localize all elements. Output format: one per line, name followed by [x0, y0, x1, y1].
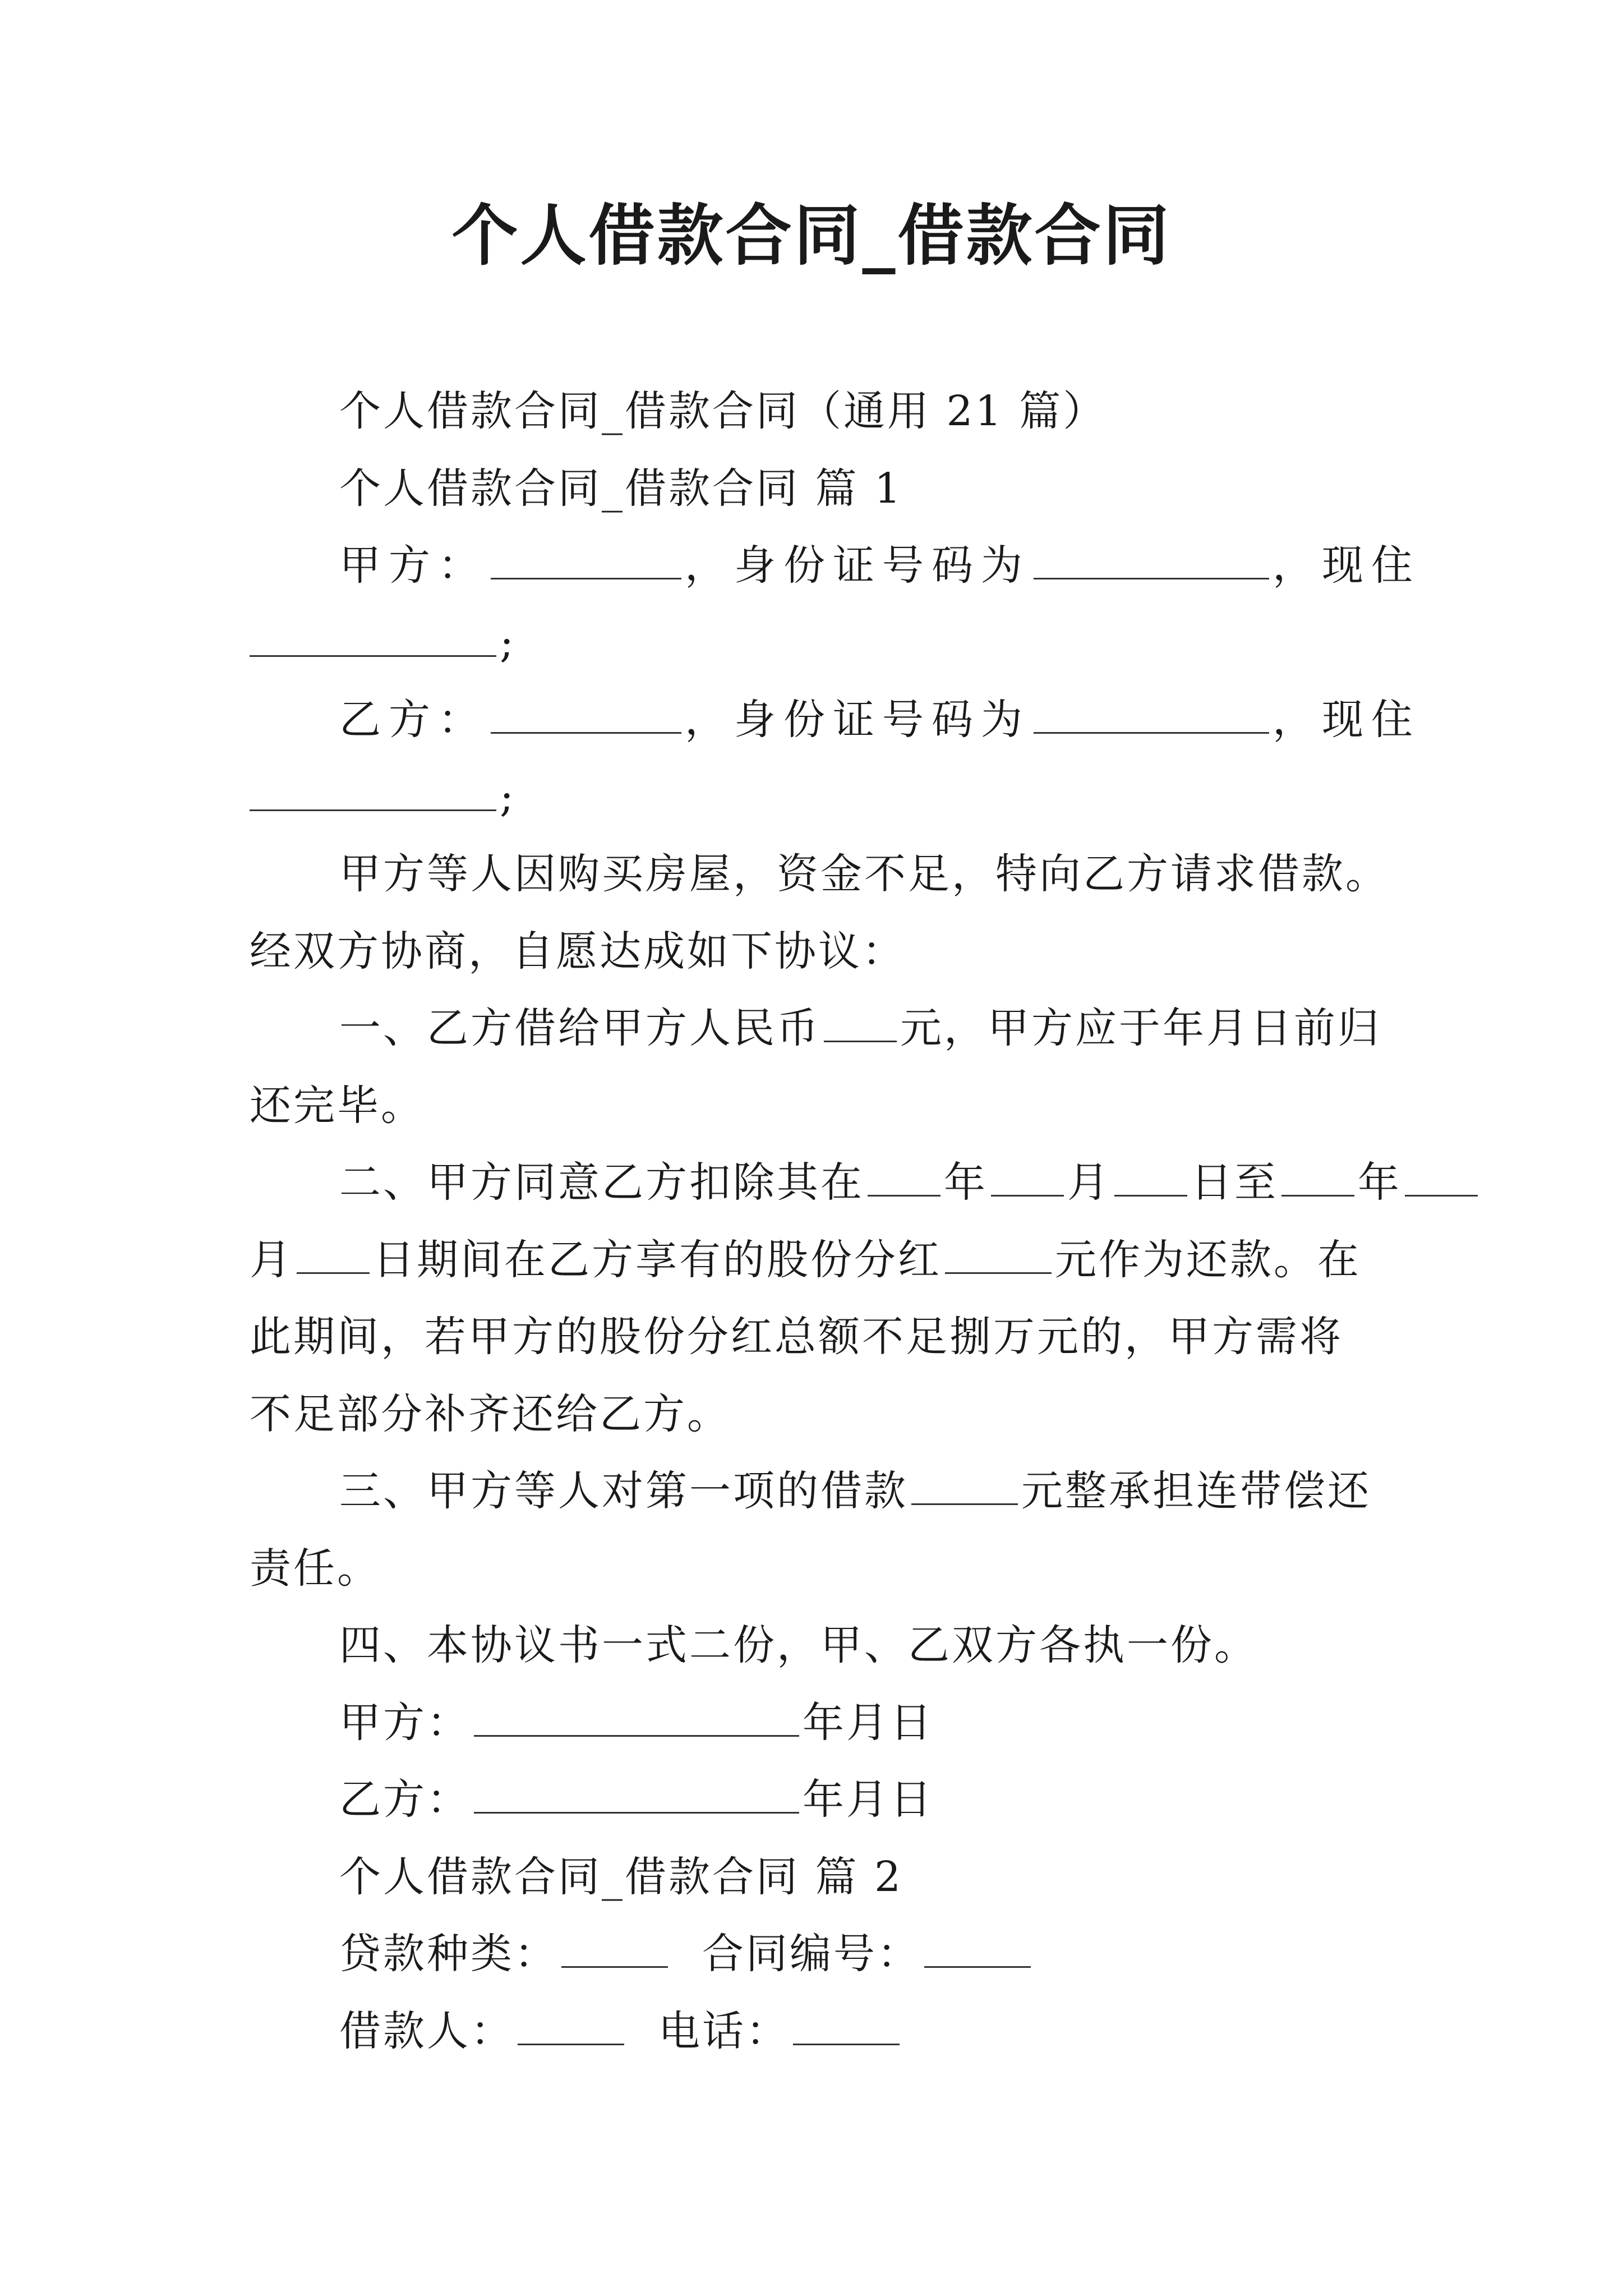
- clause-text: 月: [250, 1235, 293, 1284]
- clause-4-line: 四、本协议书一式二份，甲、乙双方各执一份。: [339, 1621, 1258, 1669]
- clause-2-line: [250, 1144, 1401, 1222]
- borrower-label: 借款人：: [339, 2007, 514, 2055]
- blank-signature-b: [474, 1777, 799, 1814]
- clause-text: 二、甲方同意乙方扣除其在: [339, 1158, 864, 1207]
- blank-signature-a: [474, 1700, 799, 1737]
- party-a-line-end: ;: [500, 618, 516, 667]
- document-body: [250, 373, 1421, 2070]
- blank-party-a-id: [1034, 543, 1269, 579]
- loan-info-line: [250, 1916, 1388, 1993]
- clause-text: 元作为还款。在: [1055, 1235, 1361, 1284]
- section-heading-1: 个人借款合同_借款合同 篇 1: [339, 464, 903, 513]
- blank-amount: [824, 1006, 897, 1042]
- signature-label: 乙方：: [339, 1775, 471, 1824]
- clause-3-line: 责任。: [250, 1544, 381, 1593]
- loan-type-label: 贷款种类：: [339, 1930, 558, 1978]
- clause-text: 日期间在乙方享有的股份分红: [373, 1235, 942, 1284]
- intro-line: 个人借款合同_借款合同（通用 21 篇）: [339, 387, 1107, 435]
- party-a-address-line: [250, 605, 1388, 682]
- clause-text: 年: [1358, 1158, 1401, 1207]
- clause-text: 元，甲方应于年月日前归: [900, 1004, 1381, 1052]
- clause-3-line: [250, 1453, 1388, 1530]
- contract-number-label: 合同编号：: [702, 1930, 921, 1978]
- clause-text: 三、甲方等人对第一项的借款: [339, 1467, 908, 1515]
- party-b-line-end: ;: [500, 772, 516, 821]
- blank-dividend-amount: [945, 1237, 1052, 1274]
- signature-label: 甲方：: [339, 1698, 471, 1747]
- blank-year: [868, 1160, 940, 1197]
- borrower-info-line: [250, 1993, 1388, 2070]
- clause-text: 元整承担连带偿还: [1021, 1467, 1371, 1515]
- paragraph-line: 经双方协商，自愿达成如下协议：: [250, 927, 906, 976]
- blank-year: [1281, 1160, 1354, 1197]
- blank-party-b-id: [1034, 697, 1269, 734]
- party-a-label: 甲方：: [339, 541, 487, 590]
- signature-party-a: [250, 1685, 1388, 1762]
- blank-loan-amount: [911, 1469, 1018, 1505]
- clause-text: 年: [944, 1158, 988, 1207]
- clause-text: 月: [1067, 1158, 1111, 1207]
- blank-day: [1114, 1160, 1187, 1197]
- clause-2-line: [250, 1222, 1388, 1299]
- blank-day: [297, 1237, 370, 1274]
- blank-party-a-name: [491, 543, 681, 579]
- signature-date: 年月日: [803, 1698, 934, 1747]
- clause-1-line: 还完毕。: [250, 1081, 425, 1130]
- party-b-label: 乙方：: [339, 696, 487, 744]
- party-a-address-label: ，现住: [1272, 541, 1421, 590]
- phone-label: 电话：: [658, 2007, 790, 2055]
- clause-text: 一、乙方借给甲方人民币: [339, 1004, 820, 1052]
- clause-1-line: [250, 990, 1388, 1068]
- signature-party-b: [250, 1761, 1388, 1839]
- party-b-address-line: [250, 759, 1388, 836]
- blank-phone: [793, 2009, 900, 2045]
- blank-party-a-address: [250, 620, 496, 657]
- party-a-line: [250, 527, 1421, 605]
- party-b-line: [250, 682, 1421, 759]
- party-b-id-label: ，身份证号码为: [685, 696, 1030, 744]
- party-a-id-label: ，身份证号码为: [685, 541, 1030, 590]
- section-heading-2: 个人借款合同_借款合同 篇 2: [339, 1852, 903, 1901]
- paragraph-line: 甲方等人因购买房屋，资金不足，特向乙方请求借款。: [339, 850, 1389, 898]
- party-b-address-label: ，现住: [1272, 696, 1421, 744]
- signature-date: 年月日: [803, 1775, 934, 1824]
- blank-party-b-name: [491, 697, 681, 734]
- clause-2-line: 此期间，若甲方的股份分红总额不足捌万元的，甲方需将: [250, 1313, 1343, 1361]
- blank-borrower: [518, 2009, 624, 2045]
- blank-month: [1405, 1160, 1478, 1197]
- blank-party-b-address: [250, 775, 496, 811]
- document-title: 个人借款合同_借款合同: [451, 197, 1172, 274]
- clause-2-line: 不足部分补齐还给乙方。: [250, 1389, 731, 1438]
- blank-loan-type: [561, 1931, 668, 1968]
- blank-month: [991, 1160, 1064, 1197]
- clause-text: 日至: [1191, 1158, 1278, 1207]
- blank-contract-number: [924, 1931, 1031, 1968]
